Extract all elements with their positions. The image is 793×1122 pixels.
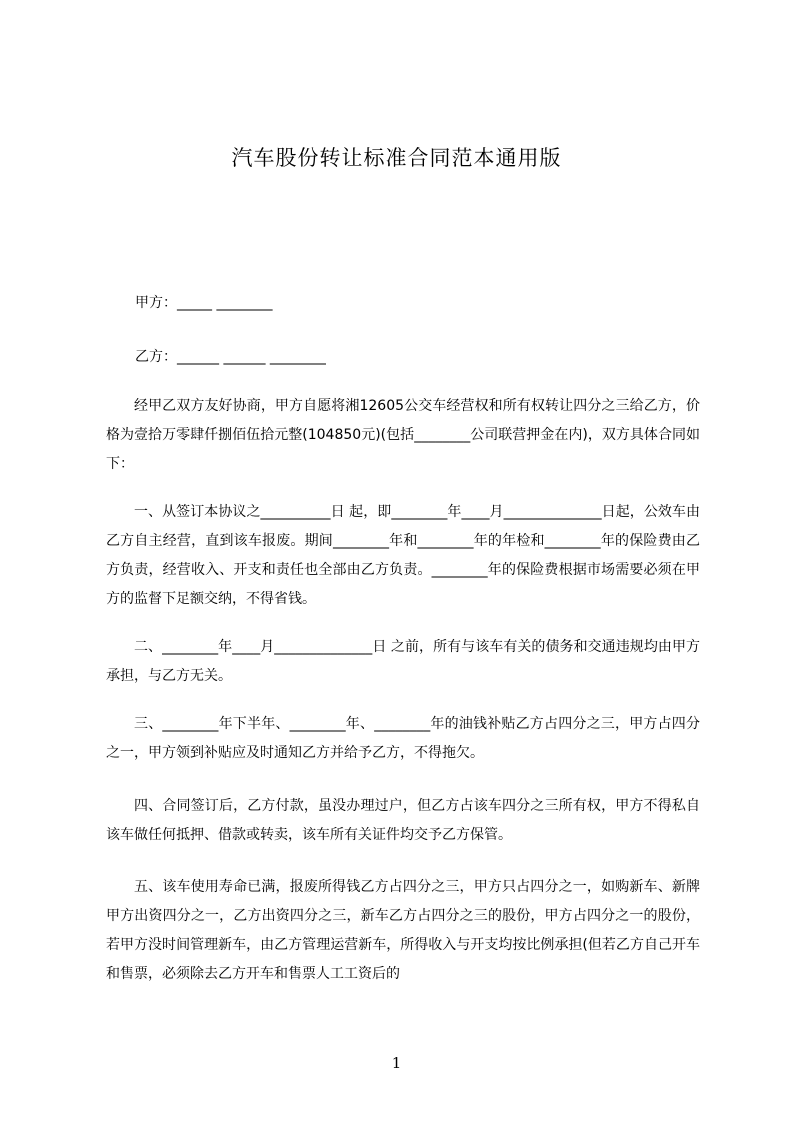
clause-3-paragraph: 三、________年下半年、________年、________年的油钱补贴乙方占四分之三，甲方占四分之一，甲方领到补贴应及时通知乙方并给予乙方，不得拖欠。 xyxy=(106,716,700,761)
clause-4-paragraph: 四、合同签订后，乙方付款，虽没办理过户，但乙方占该车四分之三所有权，甲方不得私自该车做任何抵押、借款或转卖，该车所有关证件均交予乙方保管。 xyxy=(106,798,700,843)
intro-paragraph: 经甲乙双方友好协商，甲方自愿将湘12605公交车经营权和所有权转让四分之三给乙方，价格为壹拾万零肆仟捌佰伍拾元整(104850元)(包括________公司联营押金在内)，双方具体合同如下： xyxy=(106,398,700,472)
clause-5-paragraph: 五、该车使用寿命已满，报废所得钱乙方占四分之三，甲方只占四分之一，如购新车、新牌甲方出资四分之一，乙方出资四分之三，新车乙方占四分之三的股份，甲方占四分之一的股份，若甲方没时间管理新车，由乙方管理运营新车，所得收入与开支均按比例承担(但若乙方自己开车和售票，必须除去乙方开车和售票人工工资后的 xyxy=(106,879,700,982)
clause-2-paragraph: 二、________年____月______________日 之前，所有与该车有关的债务和交通违规均由甲方承担，与乙方无关。 xyxy=(106,639,700,684)
document-title: 汽车股份转让标准合同范本通用版 xyxy=(231,146,562,170)
page-number: 1 xyxy=(391,1054,402,1072)
party-b-line: 乙方：______ ______ ________ xyxy=(135,349,326,365)
party-a-line: 甲方：_____ ________ xyxy=(135,295,273,311)
clause-1-paragraph: 一、从签订本协议之__________日 起，即________年____月______________日起，公效车由乙方自主经营，直到该车报废。期间________年和________年的年检和________年的保险费由乙方负责，经营收入、开支和责任也全部由乙方负责。________年的保险费根据市场需要必须在甲方的监督下足额交纳，不得省钱。 xyxy=(106,504,700,607)
